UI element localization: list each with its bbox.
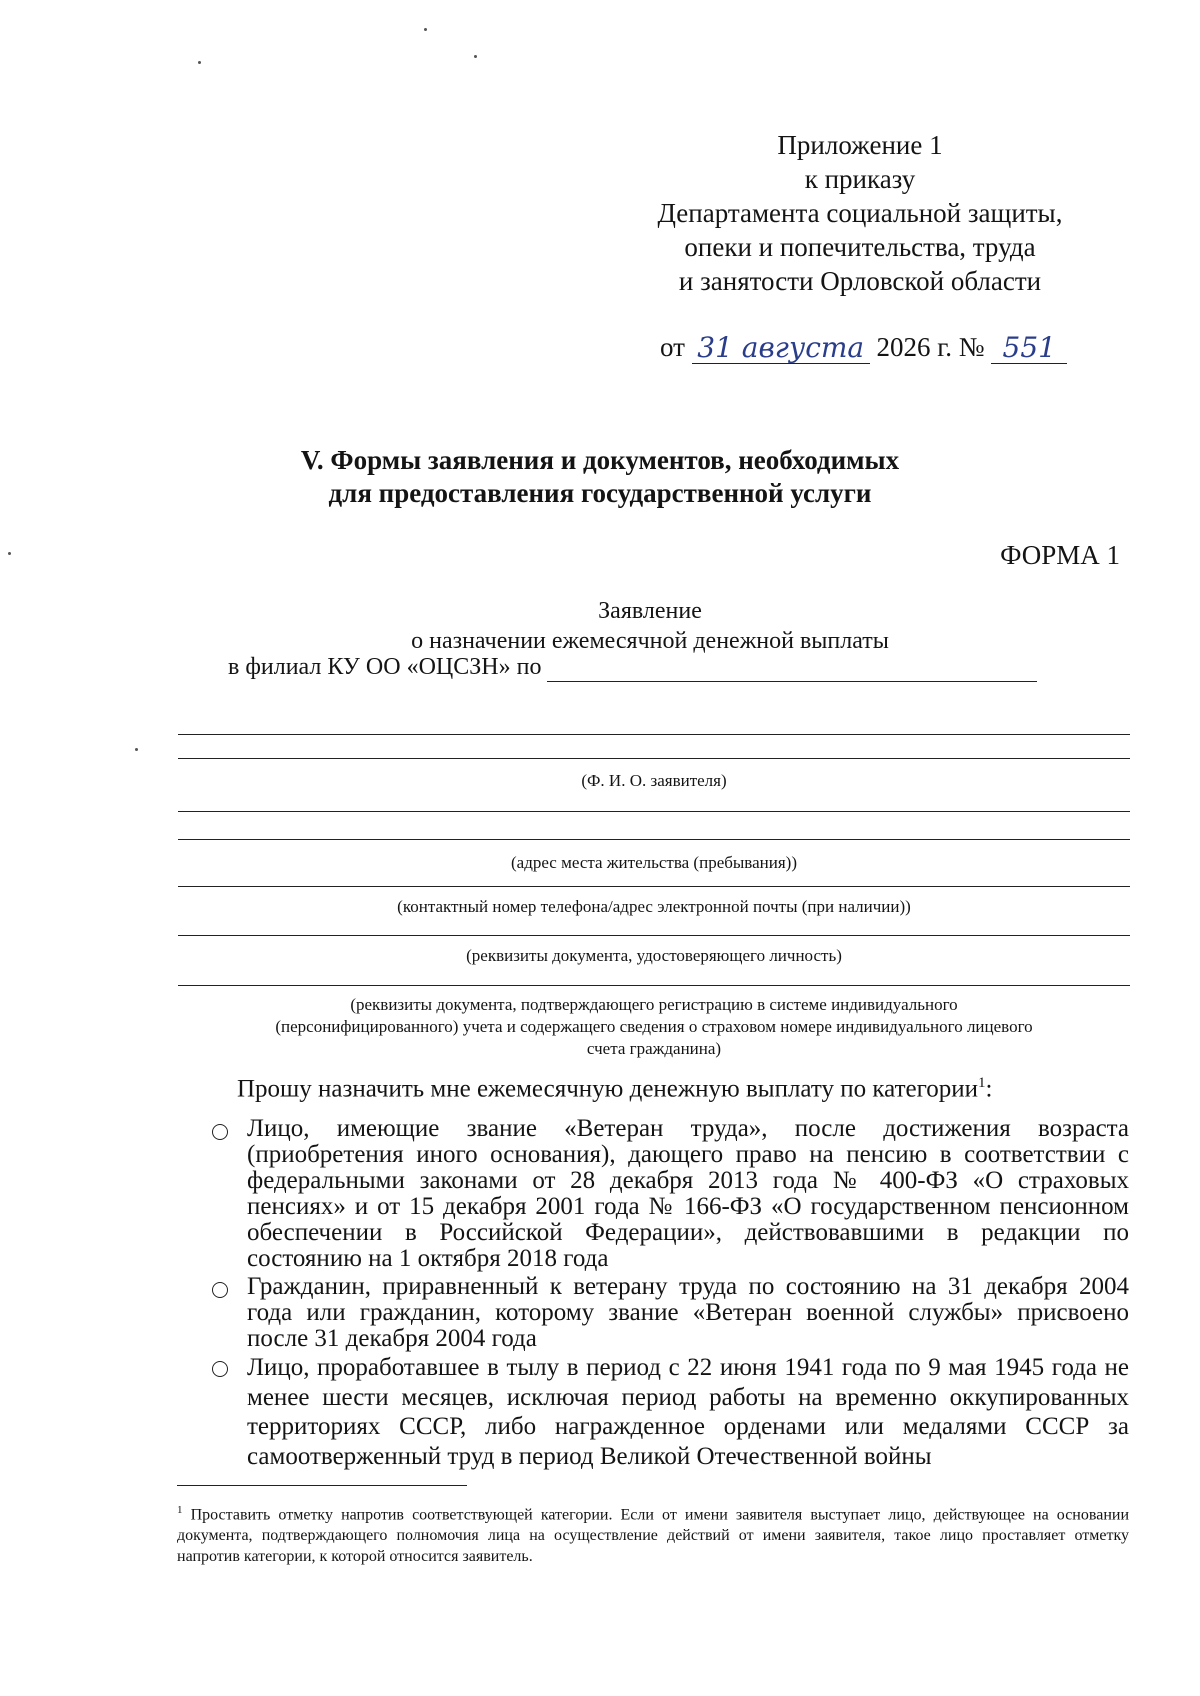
section-title-line: для предоставления государственной услуги bbox=[328, 478, 872, 508]
appendix-line: к приказу bbox=[804, 164, 916, 194]
fio-blank-line[interactable] bbox=[178, 758, 1130, 759]
footnote-text: Проставить отметку напротив соответствующей категории. Если от имени заявителя выступает лицо, действующее на основании документа, подтверждающего полномочия лица на осуществление действий от имени заявителя, такое лицо проставляет отметку напротив категории, к которой относится заявитель. bbox=[177, 1506, 1130, 1566]
address-blank-line[interactable] bbox=[178, 811, 1130, 812]
category-checkbox-3[interactable] bbox=[212, 1361, 228, 1377]
footnote-ref: 1 bbox=[977, 1075, 986, 1091]
filial-line bbox=[228, 652, 1037, 682]
order-date-line bbox=[660, 330, 1067, 364]
application-title: Заявление bbox=[598, 598, 702, 624]
registration-caption bbox=[178, 994, 1130, 1060]
request-text bbox=[237, 1068, 992, 1104]
registration-caption-line: счета гражданина) bbox=[586, 1039, 722, 1058]
footnote-rule bbox=[177, 1485, 467, 1486]
scan-speck bbox=[474, 55, 477, 58]
footnote bbox=[177, 1500, 1129, 1567]
appendix-line: Приложение 1 bbox=[777, 130, 943, 160]
date-blank bbox=[692, 333, 870, 364]
registration-caption-line: (персонифицированного) учета и содержащего сведения о страховом номере индивидуального лицевого bbox=[275, 1017, 1033, 1036]
category-item-1: Лицо, имеющие звание «Ветеран труда», после достижения возраста (приобретения иного основания), дающего право на пенсию в соответствии с федеральными законами от 28 декабря 2013 года № 400-ФЗ «О страховых пенсиях» и от 15 декабря 2001 года № 166-ФЗ «О государственном пенсионном обеспечении в Российской Федерации», действовавшими в редакции по состоянию на 1 октября 2018 года bbox=[247, 1115, 1129, 1272]
category-item-3: Лицо, проработавшее в тылу в период с 22 июня 1941 года по 9 мая 1945 года не менее шести месяцев, исключая период работы на временно оккупированных территориях СССР, либо награжденное орденами или медалями СССР за самоотверженный труд в период Великой Отечественной войны bbox=[247, 1354, 1129, 1470]
identity-caption: (реквизиты документа, удостоверяющего личность) bbox=[466, 946, 842, 965]
scan-speck bbox=[135, 748, 138, 751]
section-title-line: V. Формы заявления и документов, необходимых bbox=[300, 445, 900, 475]
fio-caption: (Ф. И. О. заявителя) bbox=[581, 771, 727, 790]
appendix-line: Департамента социальной защиты, bbox=[657, 198, 1063, 228]
appendix-line: и занятости Орловской области bbox=[678, 266, 1042, 296]
fio-blank-line[interactable] bbox=[178, 734, 1130, 735]
contacts-caption: (контактный номер телефона/адрес электронной почты (при наличии)) bbox=[397, 897, 911, 916]
registration-blank-line[interactable] bbox=[178, 985, 1130, 986]
category-item-2: Гражданин, приравненный к ветерану труда по состоянию на 31 декабря 2004 года или гражданин, которому звание «Ветеран военной службы» присвоено после 31 декабря 2004 года bbox=[247, 1273, 1129, 1352]
contacts-blank-line[interactable] bbox=[178, 886, 1130, 887]
request-colon: : bbox=[985, 1075, 993, 1103]
date-prefix: от bbox=[660, 332, 685, 362]
registration-caption-line: (реквизиты документа, подтверждающего регистрацию в системе индивидуального bbox=[350, 995, 958, 1014]
scan-speck bbox=[424, 28, 427, 31]
filial-label: в филиал КУ ОО «ОЦСЗН» по bbox=[228, 654, 542, 680]
request-sentence: Прошу назначить мне ежемесячную денежную выплату по категории bbox=[237, 1075, 978, 1103]
section-title bbox=[200, 444, 1000, 510]
form-label: ФОРМА 1 bbox=[1000, 540, 1120, 570]
category-checkbox-1[interactable] bbox=[212, 1124, 228, 1140]
handwritten-number: 551 bbox=[1002, 331, 1056, 364]
order-year: 2026 г. № bbox=[876, 332, 985, 362]
address-blank-line[interactable] bbox=[178, 839, 1130, 840]
handwritten-date: 31 августа bbox=[697, 331, 865, 364]
scan-speck bbox=[198, 61, 201, 64]
application-heading bbox=[250, 596, 1050, 656]
footnote-mark: 1 bbox=[177, 1504, 183, 1516]
category-checkbox-2[interactable] bbox=[212, 1282, 228, 1298]
appendix-line: опеки и попечительства, труда bbox=[684, 232, 1036, 262]
appendix-header bbox=[640, 128, 1080, 298]
scan-speck bbox=[8, 552, 11, 555]
application-subtitle: о назначении ежемесячной денежной выплаты bbox=[411, 628, 889, 654]
identity-blank-line[interactable] bbox=[178, 935, 1130, 936]
address-caption: (адрес места жительства (пребывания)) bbox=[510, 853, 797, 872]
number-blank bbox=[991, 333, 1067, 364]
filial-blank[interactable] bbox=[547, 657, 1037, 682]
